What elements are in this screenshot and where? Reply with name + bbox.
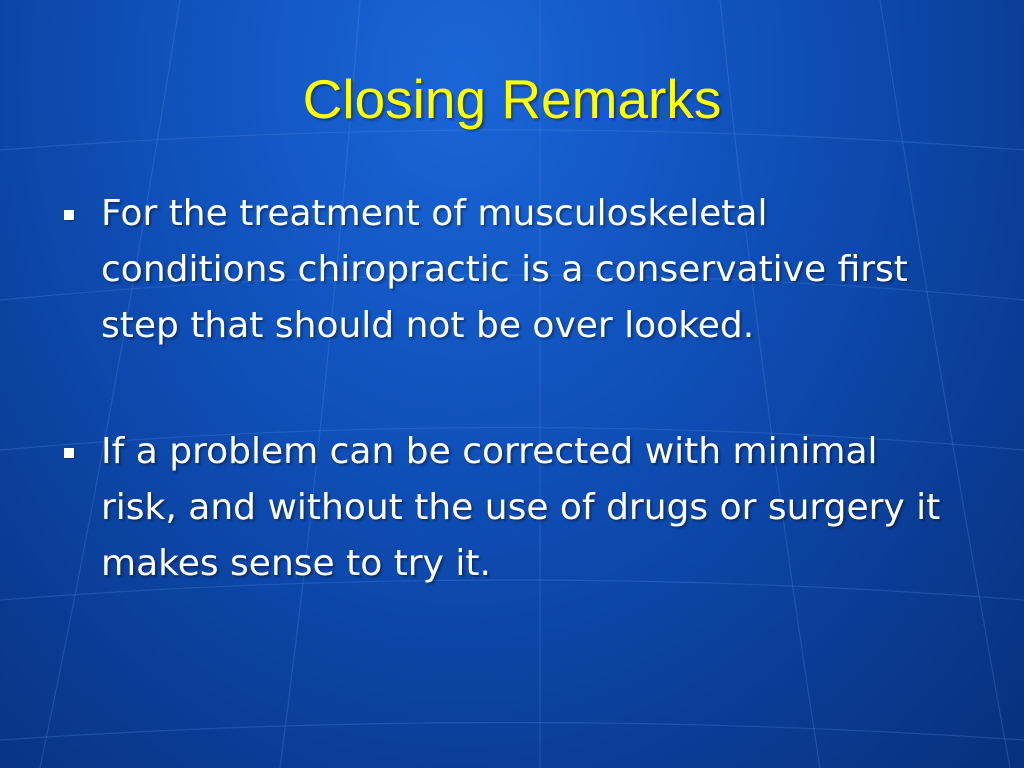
square-bullet-icon <box>64 210 74 220</box>
bullet-item <box>62 186 962 354</box>
bullet-item <box>62 424 962 592</box>
bullet-text: For the treatment of musculoskeletal conditions chiropractic is a conservative first step that should not be over looked. <box>101 193 908 346</box>
bullet-text: If a problem can be corrected with minimal risk, and without the use of drugs or surgery it makes sense to try it. <box>101 431 941 584</box>
bullet-list <box>62 186 962 592</box>
slide-title: Closing Remarks <box>302 68 722 130</box>
square-bullet-icon <box>64 448 74 458</box>
